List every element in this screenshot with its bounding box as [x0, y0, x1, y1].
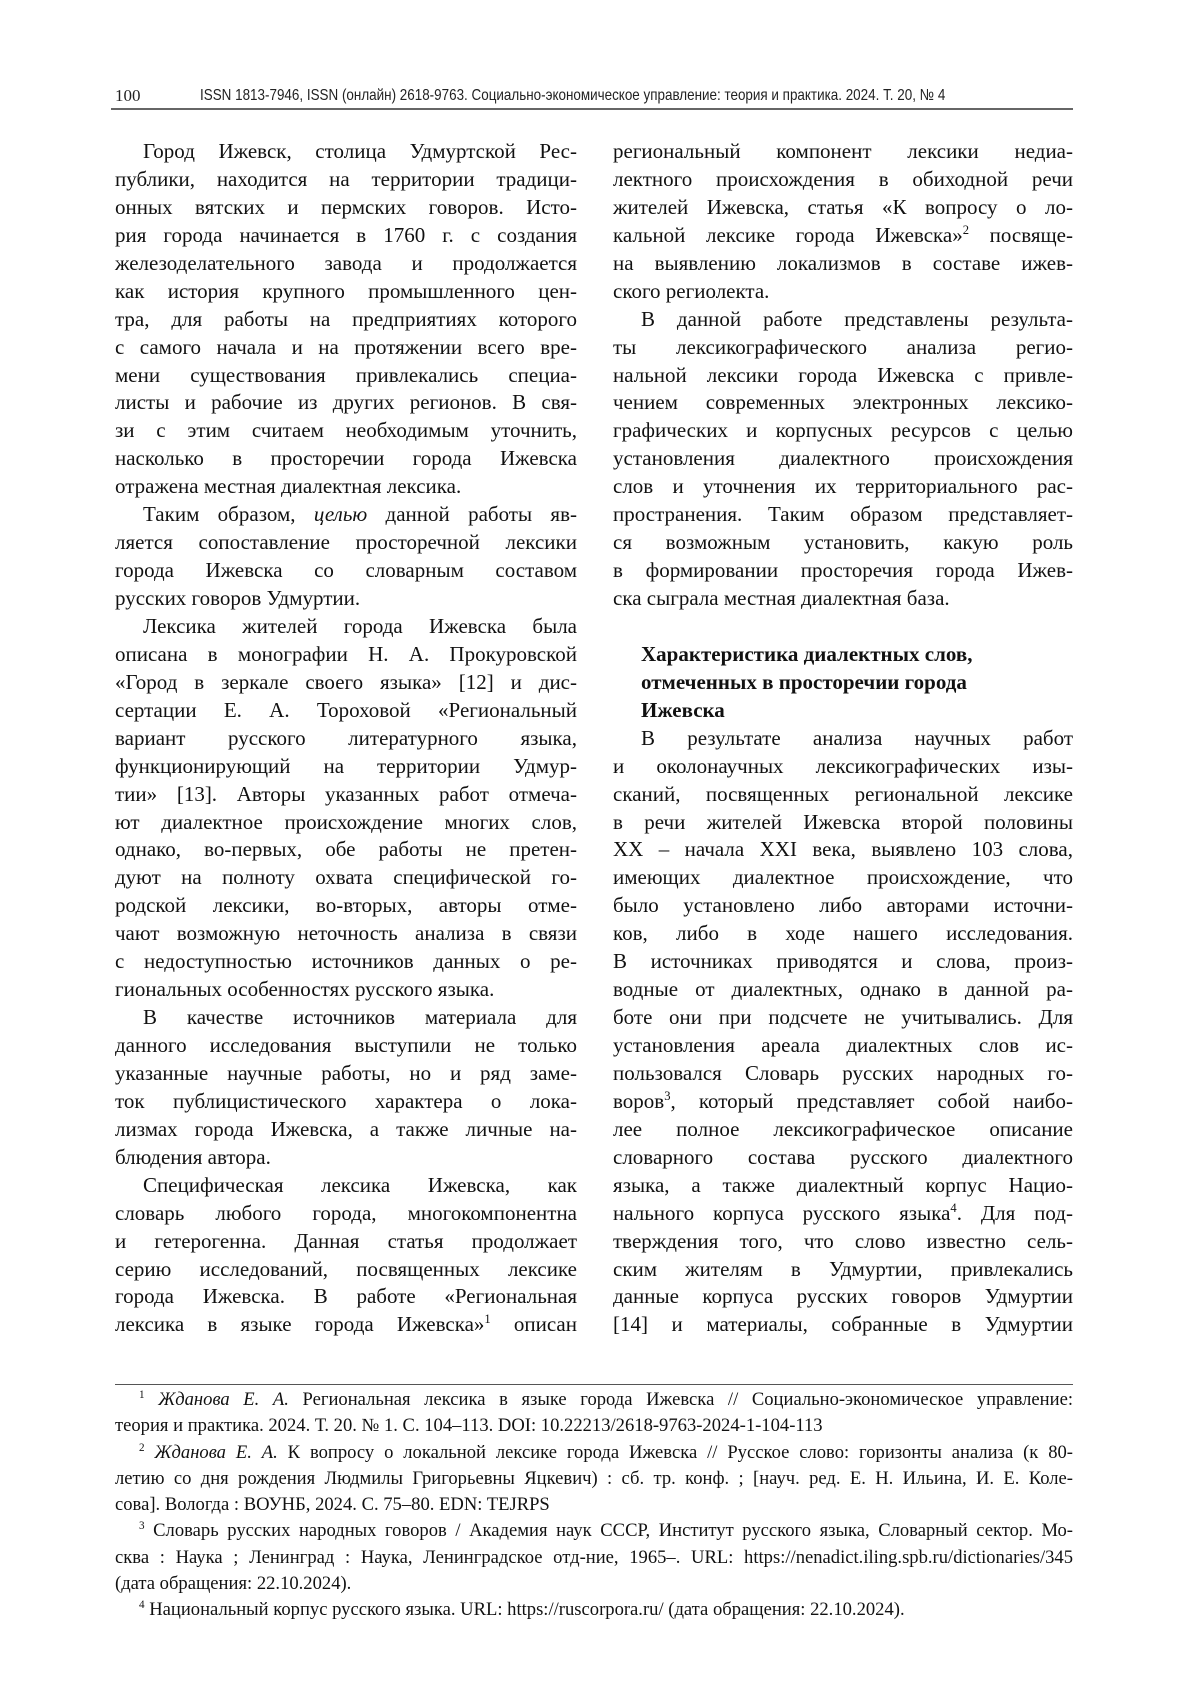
text-line: «Город в зеркале своего языка» [12] и дис-: [115, 669, 577, 697]
text-line: лектного происхождения в обиходной речи: [613, 166, 1073, 194]
text-run: [145, 1442, 155, 1463]
footnote-ref: 1: [484, 1312, 490, 1326]
text-run: [145, 1389, 159, 1410]
text-line: указанные научные работы, но и ряд заме-: [115, 1060, 577, 1088]
text-line: ют диалектное происхождение многих слов,: [115, 809, 577, 837]
text-line: ского региолекта.: [613, 278, 1073, 306]
text-line: [613, 222, 1073, 250]
text-line: (дата обращения: 22.10.2024).: [115, 1571, 1073, 1597]
text-line: ток публицистического характера о лока-: [115, 1088, 577, 1116]
text-run: К вопросу о локальной лексике города Ижевска // Русское слово: горизонты анализа (к 80-: [278, 1442, 1073, 1463]
text-line: описана в монографии Н. А. Прокуровской: [115, 641, 577, 669]
text-line: чают возможную неточность анализа в связи: [115, 920, 577, 948]
text-line: ты лексикографического анализа регио-: [613, 334, 1073, 362]
text-line: рия города начинается в 1760 г. с создания: [115, 222, 577, 250]
text-line: Специфическая лексика Ижевска, как: [115, 1172, 577, 1200]
text-line: ска сыграла местная диалектная база.: [613, 585, 1073, 613]
text-line: нальной лексики города Ижевска с привле-: [613, 362, 1073, 390]
paragraph: [115, 613, 577, 1004]
footnote: [115, 1387, 1073, 1440]
text-run: воров: [613, 1089, 664, 1113]
text-line: отражена местная диалектная лексика.: [115, 473, 577, 501]
paragraph: [115, 1172, 577, 1340]
text-line: гиональных особенностях русского языка.: [115, 976, 577, 1004]
text-line: публики, находится на территории традици-: [115, 166, 577, 194]
text-line: насколько в просторечии города Ижевска: [115, 445, 577, 473]
text-line: лизмах города Ижевска, а также личные на-: [115, 1116, 577, 1144]
text-line: пользовался Словарь русских народных го-: [613, 1060, 1073, 1088]
text-run: кальной лексике города Ижевска»: [613, 223, 963, 247]
footnote-ref: 1: [139, 1389, 145, 1401]
text-line: города Ижевска со словарным составом: [115, 557, 577, 585]
text-run: описан: [491, 1312, 577, 1336]
text-line: ляется сопоставление просторечной лексики: [115, 529, 577, 557]
text-line: однако, во-первых, обе работы не претен-: [115, 836, 577, 864]
header-rule: [111, 108, 1073, 110]
italic-text: целью: [314, 502, 367, 526]
text-line: с недоступностью источников данных о ре-: [115, 948, 577, 976]
text-line: серию исследований, посвященных лексике: [115, 1256, 577, 1284]
text-line: [115, 1440, 1073, 1466]
text-line: сертации Е. А. Тороховой «Региональный: [115, 697, 577, 725]
text-run: Региональная лексика в языке города Ижевска // Социально-экономическое управление:: [289, 1389, 1073, 1410]
footnote-ref: 2: [139, 1441, 145, 1453]
footnote-ref: 4: [950, 1200, 956, 1214]
text-line: [115, 1311, 577, 1339]
footnote: [115, 1597, 1073, 1623]
text-line: данного исследования выступили не только: [115, 1032, 577, 1060]
footnote-rule: [115, 1384, 1073, 1385]
text-run: Таким образом,: [143, 502, 314, 526]
footnote-ref: 3: [139, 1520, 145, 1532]
text-line: тии» [13]. Авторы указанных работ отмеча-: [115, 781, 577, 809]
text-line: сква : Наука ; Ленинград : Наука, Ленинградское отд-ние, 1965–. URL: https://nenadict.iling.spb.ru/dictionaries/345: [115, 1545, 1073, 1571]
text-line: дуют на полноту охвата специфической го-: [115, 864, 577, 892]
text-line: функционирующий на территории Удмур-: [115, 753, 577, 781]
paragraph: [613, 725, 1073, 1340]
italic-text: Жданова Е. А.: [158, 1389, 289, 1410]
text-line: отмеченных в просторечии города: [613, 669, 1073, 697]
footnote-ref: 3: [664, 1089, 670, 1103]
text-line: зи с этим считаем необходимым уточнить,: [115, 417, 577, 445]
text-line: установления диалектного происхождения: [613, 445, 1073, 473]
text-run: Национальный корпус русского языка. URL: https://ruscorpora.ru/ (дата обращения: 22.10.2024).: [145, 1599, 905, 1620]
text-line: мени существования привлекались специа-: [115, 362, 577, 390]
text-line: тверждения того, что слово известно сель-: [613, 1228, 1073, 1256]
text-line: и гетерогенна. Данная статья продолжает: [115, 1228, 577, 1256]
text-line: [115, 501, 577, 529]
text-line: [613, 1088, 1073, 1116]
text-line: было установлено либо авторами источни-: [613, 892, 1073, 920]
text-line: железоделательного завода и продолжается: [115, 250, 577, 278]
text-line: ся возможным установить, какую роль: [613, 529, 1073, 557]
paragraph: [115, 138, 577, 501]
paragraph: [613, 306, 1073, 613]
footnote-ref: 2: [963, 223, 969, 237]
text-line: [115, 1518, 1073, 1544]
paragraph: [115, 501, 577, 613]
left-column: [115, 138, 577, 1339]
text-line: боте они при подсчете не учитывались. Для: [613, 1004, 1073, 1032]
text-line: родской лексики, во-вторых, авторы отме-: [115, 892, 577, 920]
text-line: В данной работе представлены результа-: [613, 306, 1073, 334]
footnote: [115, 1440, 1073, 1519]
text-line: пространения. Таким образом представляет-: [613, 501, 1073, 529]
text-line: В качестве источников материала для: [115, 1004, 577, 1032]
text-line: данные корпуса русских говоров Удмуртии: [613, 1283, 1073, 1311]
section-heading: [613, 641, 1073, 725]
text-line: блюдения автора.: [115, 1144, 577, 1172]
text-line: жителей Ижевска, статья «К вопросу о ло-: [613, 194, 1073, 222]
paragraph: [115, 1004, 577, 1172]
text-line: сова]. Вологда : ВОУНБ, 2024. С. 75–80. EDN: TEJRPS: [115, 1492, 1073, 1518]
text-line: теория и практика. 2024. Т. 20. № 1. С. 104–113. DOI: 10.22213/2618-9763-2024-1-104-113: [115, 1413, 1073, 1439]
text-line: листы и рабочие из других регионов. В свя-: [115, 389, 577, 417]
page-number: 100: [115, 86, 141, 106]
text-line: XX – начала XXI века, выявлено 103 слова,: [613, 836, 1073, 864]
text-line: В результате анализа научных работ: [613, 725, 1073, 753]
text-line: графических и корпусных ресурсов с целью: [613, 417, 1073, 445]
paragraph: [613, 138, 1073, 306]
text-run: . Для под-: [957, 1201, 1073, 1225]
text-line: Город Ижевск, столица Удмуртской Рес-: [115, 138, 577, 166]
text-line: региональный компонент лексики недиа-: [613, 138, 1073, 166]
running-header: [115, 86, 1075, 106]
text-line: в формировании просторечия города Ижев-: [613, 557, 1073, 585]
text-line: водные от диалектных, однако в данной ра-: [613, 976, 1073, 1004]
text-line: Характеристика диалектных слов,: [613, 641, 1073, 669]
text-line: как история крупного промышленного цен-: [115, 278, 577, 306]
text-line: вариант русского литературного языка,: [115, 725, 577, 753]
text-line: ским жителям в Удмуртии, привлекались: [613, 1256, 1073, 1284]
text-line: сканий, посвященных региональной лексике: [613, 781, 1073, 809]
text-line: города Ижевска. В работе «Региональная: [115, 1283, 577, 1311]
italic-text: Жданова Е. А.: [154, 1442, 277, 1463]
right-column: [613, 138, 1073, 1339]
text-line: с самого начала и на протяжении всего вре-: [115, 334, 577, 362]
text-run: лексика в языке города Ижевска»: [115, 1312, 484, 1336]
text-line: онных вятских и пермских говоров. Исто-: [115, 194, 577, 222]
footnotes: [115, 1387, 1073, 1624]
text-line: ков, либо в ходе нашего исследования.: [613, 920, 1073, 948]
text-line: языка, а также диалектный корпус Нацио-: [613, 1172, 1073, 1200]
text-run: Словарь русских народных говоров / Академия наук СССР, Институт русского языка, Словарный сектор. Мо-: [145, 1520, 1073, 1541]
text-line: в речи жителей Ижевска второй половины: [613, 809, 1073, 837]
text-run: посвяще-: [969, 223, 1073, 247]
text-line: русских говоров Удмуртии.: [115, 585, 577, 613]
text-line: тра, для работы на предприятиях которого: [115, 306, 577, 334]
footnote-ref: 4: [139, 1599, 145, 1611]
text-run: данной работы яв-: [367, 502, 577, 526]
text-run: , который представляет собой наибо-: [670, 1089, 1073, 1113]
text-line: установления ареала диалектных слов ис-: [613, 1032, 1073, 1060]
text-line: чением современных электронных лексико-: [613, 389, 1073, 417]
text-line: [14] и материалы, собранные в Удмуртии: [613, 1311, 1073, 1339]
text-run: нального корпуса русского языка: [613, 1201, 950, 1225]
text-line: слов и уточнения их территориального рас-: [613, 473, 1073, 501]
footnote: [115, 1518, 1073, 1597]
text-line: [613, 1200, 1073, 1228]
text-line: [115, 1597, 1073, 1623]
text-line: [115, 1387, 1073, 1413]
text-line: словарь любого города, многокомпонентна: [115, 1200, 577, 1228]
text-line: В источниках приводятся и слова, произ-: [613, 948, 1073, 976]
journal-citation: ISSN 1813-7946, ISSN (онлайн) 2618-9763. Социально-экономическое управление: теория и практика. 2024. Т. 20, № 4: [200, 87, 945, 105]
text-line: словарного состава русского диалектного: [613, 1144, 1073, 1172]
text-line: лее полное лексикографическое описание: [613, 1116, 1073, 1144]
text-line: Лексика жителей города Ижевска была: [115, 613, 577, 641]
text-line: и околонаучных лексикографических изы-: [613, 753, 1073, 781]
text-line: на выявлению локализмов в составе ижев-: [613, 250, 1073, 278]
text-line: летию со дня рождения Людмилы Григорьевны Яцкевич) : сб. тр. конф. ; [науч. ред. Е. Н. Ильина, И. Е. Коле-: [115, 1466, 1073, 1492]
text-line: Ижевска: [613, 697, 1073, 725]
text-line: имеющих диалектное происхождение, что: [613, 864, 1073, 892]
